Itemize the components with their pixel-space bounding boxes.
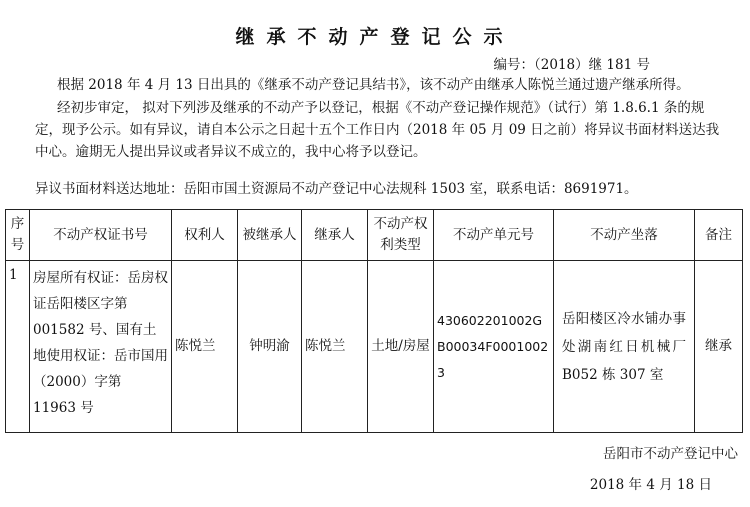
- cell-decedent: 钟明渝: [238, 261, 302, 433]
- paragraph-notice: [35, 97, 725, 163]
- issuing-organization: 岳阳市不动产登记中心: [603, 446, 738, 462]
- header-type: 不动产权利类型: [368, 210, 434, 261]
- header-seq: 序号: [6, 210, 30, 261]
- cell-cert: 房屋所有权证：岳房权证岳阳楼区字第 001582 号、国有土地使用权证：岳市国用（2000）字第 11963 号: [30, 261, 172, 433]
- header-heir: 继承人: [302, 210, 368, 261]
- cell-seq: 1: [6, 261, 30, 433]
- header-unit: 不动产单元号: [434, 210, 554, 261]
- table-header-row: [6, 210, 743, 261]
- cell-heir: 陈悦兰: [302, 261, 368, 433]
- page-title: 继承不动产登记公示: [235, 26, 515, 48]
- paragraph-notice-text: 经初步审定， 拟对下列涉及继承的不动产予以登记，根据《不动产登记操作规范》（试行）第 1.8.6.1 条的规定，现予公示。如有异议，请自本公示之日起十五个工作日内（2018 年 05 月 09 日之前）将异议书面材料送达我中心。逾期无人提出异议或者异议不成立的，我中心将予以登记。: [35, 100, 720, 160]
- registration-table: [5, 209, 743, 433]
- cell-owner: 陈悦兰: [172, 261, 238, 433]
- header-owner: 权利人: [172, 210, 238, 261]
- paragraph-basis: 根据 2018 年 4 月 13 日出具的《继承不动产登记具结书》，该不动产由继承人陈悦兰通过遗产继承所得。: [57, 77, 690, 93]
- header-location: 不动产坐落: [554, 210, 695, 261]
- cell-note: 继承: [695, 261, 743, 433]
- issue-date: 2018 年 4 月 18 日: [589, 477, 712, 493]
- document-number: 编号：（2018）继 181 号: [493, 57, 650, 73]
- header-note: 备注: [695, 210, 743, 261]
- paragraph-address: 异议书面材料送达地址：岳阳市国土资源局不动产登记中心法规科 1503 室，联系电话：8691971。: [35, 181, 638, 197]
- table-row: [6, 261, 743, 433]
- cell-location: 岳阳楼区冷水铺办事处湖南红日机械厂 B052 栋 307 室: [554, 261, 695, 433]
- cell-type: 土地/房屋: [368, 261, 434, 433]
- cell-unit: 430602201002GB00034F00010023: [434, 261, 554, 433]
- header-cert: 不动产权证书号: [30, 210, 172, 261]
- header-decedent: 被继承人: [238, 210, 302, 261]
